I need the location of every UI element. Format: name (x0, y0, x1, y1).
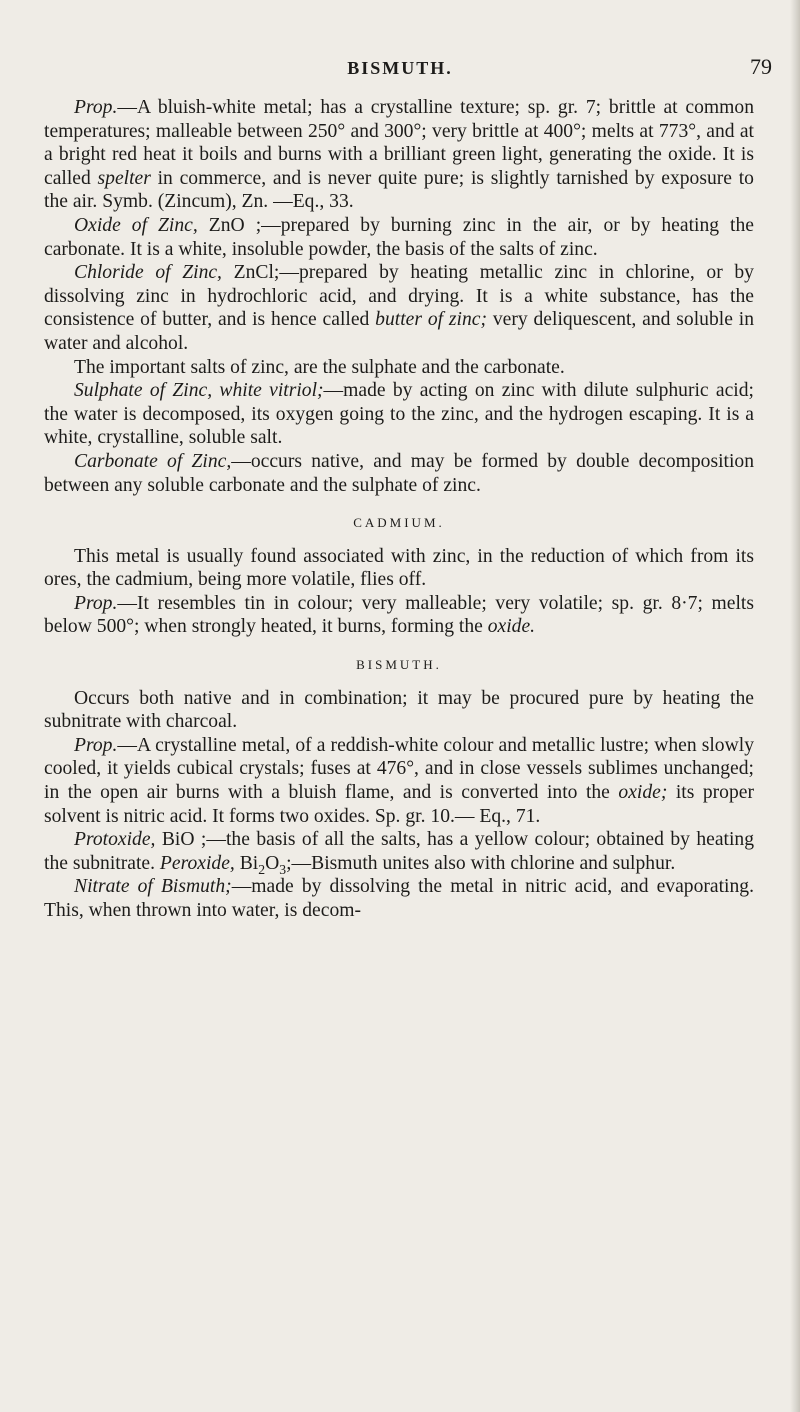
zinc-prop-body: —A bluish-white metal; has a crystalline texture; sp. gr. 7; brittle at common temperatures; malleable between 250° and 300°; very brittle at 400°; melts at 773°, and at a bright red heat it boils and burns with a brilliant green light, generating the oxide. It is called (44, 97, 754, 189)
body-text (44, 96, 754, 923)
nitrate-of-bismuth-label: Nitrate of Bismuth; (74, 876, 232, 898)
oxide-of-zinc-label: Oxide of Zinc, (74, 214, 198, 236)
oxide-of-zinc-paragraph (44, 214, 754, 261)
bismuth-properties-paragraph (44, 734, 754, 828)
cadmium-intro-paragraph: This metal is usually found associated with zinc, in the reduction of which from its ores, the cadmium, being more volatile, flies off. (44, 545, 754, 591)
spelter-term: spelter (97, 167, 151, 189)
zinc-prop-tail: in commerce, and is never quite pure; is slightly tarnished by exposure to the air. Symb. (Zincum), Zn. —Eq., 33. (44, 167, 754, 213)
cadmium-oxide-term: oxide. (487, 616, 536, 638)
sulphate-of-zinc-label: Sulphate of Zinc, white vitriol; (74, 380, 324, 402)
peroxide-subscript-3: 3 (279, 861, 287, 877)
peroxide-label: Peroxide, (159, 852, 235, 874)
running-head (0, 54, 800, 88)
sulphate-of-zinc-body: —made by acting on zinc with dilute sulphuric acid; the water is decomposed, its oxygen going to the zinc, and the hydrogen escaping. It is a white, crystalline, soluble salt. (44, 380, 754, 449)
bismuth-oxides-paragraph (44, 828, 754, 875)
cadmium-prop-label: Prop. (74, 592, 118, 614)
page-number: 79 (750, 54, 772, 79)
peroxide-formula-bi: Bi (234, 852, 259, 874)
prop-label: Prop. (74, 97, 118, 118)
cadmium-prop-body: —It resembles tin in colour; very malleable; very volatile; sp. gr. 8·7; melts below 500°; when strongly heated, it burns, forming the (44, 592, 754, 638)
carbonate-of-zinc-paragraph (44, 450, 754, 497)
nitrate-of-bismuth-body: —made by dissolving the metal in nitric acid, and evaporating. This, when thrown into water, is decom- (44, 876, 754, 921)
bismuth-prop-tail: its proper solvent is nitric acid. It forms two oxides. Sp. gr. 10.— Eq., 71. (44, 782, 755, 827)
carbonate-of-zinc-label: Carbonate of Zinc, (74, 450, 232, 472)
bismuth-heading: BISMUTH. (356, 657, 442, 673)
peroxide-tail: ;—Bismuth unites also with chlorine and sulphur. (286, 852, 676, 874)
carbonate-of-zinc-body: —occurs native, and may be formed by double decomposition between any soluble carbonate and the sulphate of zinc. (44, 450, 754, 496)
protoxide-body: BiO ;—the basis of all the salts, has a yellow colour; obtained by heating the subnitrate. (44, 829, 754, 874)
peroxide-subscript-2: 2 (258, 861, 266, 877)
chloride-of-zinc-paragraph (44, 261, 754, 355)
bismuth-oxide-term: oxide; (618, 782, 668, 804)
sulphate-of-zinc-paragraph (44, 379, 754, 450)
zinc-properties-paragraph (44, 96, 754, 214)
running-title: BISMUTH. (347, 58, 453, 78)
bismuth-prop-label: Prop. (74, 734, 118, 756)
protoxide-label: Protoxide, (74, 829, 156, 851)
bismuth-intro-paragraph: Occurs both native and in combination; it may be procured pure by heating the subnitrate with charcoal. (44, 687, 754, 733)
zinc-salts-paragraph: The important salts of zinc, are the sulphate and the carbonate. (74, 356, 565, 378)
page-edge-shadow (790, 0, 800, 1412)
chloride-of-zinc-tail: very deliquescent, and soluble in water and alcohol. (44, 309, 754, 354)
chloride-of-zinc-body: ZnCl;—prepared by heating metallic zinc in chlorine, or by dissolving zinc in hydrochloric acid, and drying. It is a white substance, has the consistence of butter, and is hence called (44, 262, 754, 331)
oxide-of-zinc-body: ZnO ;—prepared by burning zinc in the air, or by heating the carbonate. It is a white, insoluble powder, the basis of the salts of zinc. (44, 214, 754, 260)
chloride-of-zinc-label: Chloride of Zinc, (74, 262, 222, 284)
peroxide-formula-o: O (265, 852, 280, 874)
cadmium-heading: CADMIUM. (353, 515, 445, 531)
nitrate-of-bismuth-paragraph (44, 875, 754, 922)
cadmium-properties-paragraph (44, 592, 754, 639)
butter-of-zinc-term: butter of zinc; (375, 309, 487, 331)
bismuth-prop-body: —A crystalline metal, of a reddish-white colour and metallic lustre; when slowly cooled, it yields cubical crystals; fuses at 476°, and in close vessels sublimes unchanged; in the open air burns with a bluish flame, and is converted into the (44, 734, 754, 804)
